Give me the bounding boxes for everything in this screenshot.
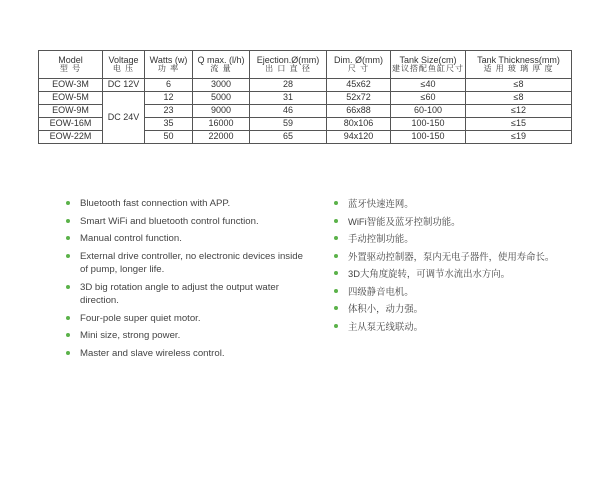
cell-watts: 50 xyxy=(145,131,193,144)
header-ejection: Ejection.Ø(mm) 出 口 直 径 xyxy=(250,51,327,79)
feature-item: 3D大角度旋转，可调节水流出水方向。 xyxy=(334,267,574,281)
cell-model: EOW-16M xyxy=(39,118,103,131)
cell-watts: 35 xyxy=(145,118,193,131)
feature-item: Master and slave wireless control. xyxy=(66,347,306,361)
cell-tank-thickness: ≤8 xyxy=(466,79,572,92)
bullet-dot-icon xyxy=(334,271,338,275)
header-tank-thickness: Tank Thickness(mm) 适 用 玻 璃 厚 度 xyxy=(466,51,572,79)
cell-model: EOW-5M xyxy=(39,92,103,105)
cell-qmax: 3000 xyxy=(193,79,250,92)
features-list-zh xyxy=(334,197,574,337)
cell-model: EOW-22M xyxy=(39,131,103,144)
bullet-dot-icon xyxy=(66,351,70,355)
bullet-dot-icon xyxy=(334,254,338,258)
cell-tank-thickness: ≤15 xyxy=(466,118,572,131)
feature-item: 主从泵无线联动。 xyxy=(334,320,574,334)
bullet-dot-icon xyxy=(334,219,338,223)
cell-dim: 66x88 xyxy=(327,105,391,118)
cell-dim: 94x120 xyxy=(327,131,391,144)
bullet-dot-icon xyxy=(334,201,338,205)
feature-item: Bluetooth fast connection with APP. xyxy=(66,197,306,211)
bullet-dot-icon xyxy=(66,254,70,258)
features-list-en xyxy=(66,197,306,364)
cell-qmax: 22000 xyxy=(193,131,250,144)
cell-tank-thickness: ≤19 xyxy=(466,131,572,144)
header-qmax: Q max. (l/h) 流 量 xyxy=(193,51,250,79)
cell-voltage: DC 24V xyxy=(103,92,145,144)
cell-tank-size: 100-150 xyxy=(391,118,466,131)
cell-model: EOW-3M xyxy=(39,79,103,92)
bullet-dot-icon xyxy=(66,236,70,240)
cell-watts: 23 xyxy=(145,105,193,118)
header-model: Model 型 号 xyxy=(39,51,103,79)
header-watts: Watts (w) 功 率 xyxy=(145,51,193,79)
cell-tank-size: ≤40 xyxy=(391,79,466,92)
cell-dim: 80x106 xyxy=(327,118,391,131)
feature-item: WiFi智能及蓝牙控制功能。 xyxy=(334,215,574,229)
cell-voltage: DC 12V xyxy=(103,79,145,92)
bullet-dot-icon xyxy=(66,201,70,205)
cell-tank-size: 60-100 xyxy=(391,105,466,118)
cell-qmax: 16000 xyxy=(193,118,250,131)
bullet-dot-icon xyxy=(66,219,70,223)
feature-item: 3D big rotation angle to adjust the output water direction. xyxy=(66,281,306,308)
bullet-dot-icon xyxy=(334,236,338,240)
header-voltage: Voltage 电 压 xyxy=(103,51,145,79)
table-row xyxy=(39,92,572,105)
header-dim: Dim. Ø(mm) 尺 寸 xyxy=(327,51,391,79)
table-header-row xyxy=(39,51,572,79)
feature-item: Four-pole super quiet motor. xyxy=(66,312,306,326)
cell-qmax: 5000 xyxy=(193,92,250,105)
cell-qmax: 9000 xyxy=(193,105,250,118)
spec-table xyxy=(38,50,572,144)
feature-item: External drive controller, no electronic devices inside of pump, longer life. xyxy=(66,250,306,277)
table-row xyxy=(39,79,572,92)
feature-item: 蓝牙快速连网。 xyxy=(334,197,574,211)
cell-watts: 12 xyxy=(145,92,193,105)
feature-item: 手动控制功能。 xyxy=(334,232,574,246)
bullet-dot-icon xyxy=(66,285,70,289)
feature-item: 体积小，动力强。 xyxy=(334,302,574,316)
cell-ejection: 65 xyxy=(250,131,327,144)
cell-ejection: 31 xyxy=(250,92,327,105)
feature-item: Smart WiFi and bluetooth control function. xyxy=(66,215,306,229)
cell-dim: 52x72 xyxy=(327,92,391,105)
bullet-dot-icon xyxy=(66,316,70,320)
bullet-dot-icon xyxy=(334,324,338,328)
bullet-dot-icon xyxy=(66,333,70,337)
cell-ejection: 28 xyxy=(250,79,327,92)
bullet-dot-icon xyxy=(334,306,338,310)
header-tank-size: Tank Size(cm) 建议搭配鱼缸尺寸 xyxy=(391,51,466,79)
feature-item: Manual control function. xyxy=(66,232,306,246)
cell-tank-size: ≤60 xyxy=(391,92,466,105)
cell-ejection: 46 xyxy=(250,105,327,118)
cell-tank-thickness: ≤8 xyxy=(466,92,572,105)
cell-watts: 6 xyxy=(145,79,193,92)
bullet-dot-icon xyxy=(334,289,338,293)
cell-tank-size: 100-150 xyxy=(391,131,466,144)
cell-ejection: 59 xyxy=(250,118,327,131)
cell-tank-thickness: ≤12 xyxy=(466,105,572,118)
feature-item: Mini size, strong power. xyxy=(66,329,306,343)
cell-model: EOW-9M xyxy=(39,105,103,118)
feature-item: 四级静音电机。 xyxy=(334,285,574,299)
feature-item: 外置驱动控制器，泵内无电子器件，使用寿命长。 xyxy=(334,250,574,264)
cell-dim: 45x62 xyxy=(327,79,391,92)
